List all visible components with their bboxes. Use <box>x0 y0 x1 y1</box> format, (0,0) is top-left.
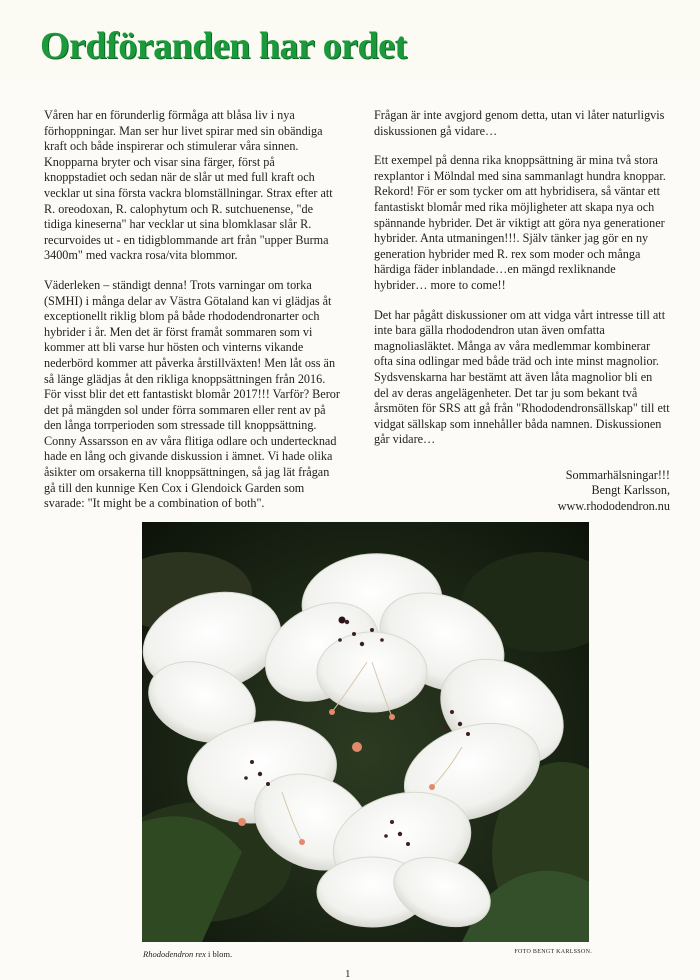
rhododendron-photo <box>142 522 589 942</box>
paragraph-2: Väderleken – ständigt denna! Trots varningar om torka (SMHI) i många delar av Västra Götaland kan vi glädjas åt exceptionellt riklig blom på både rhododendronarter och hybrider i år. Men det är först framåt sommaren som vi kommer att bli varse hur hösten och vinterns vikande nederbörd kommer att påverka årstillväxten! Men låt oss än så länge glädjas åt den rikliga knoppsättningen från 2016. För visst blir det ett fantastiskt blomår 2017!!! Varför? Beror det på mängden sol under förra sommaren eller rent av på den långa torrperioden som stressade till knoppsättning. Conny Assarsson en av våra flitiga odlare och undertecknad hade en lång och givande diskussion i ämnet. Vi hade olika åsikter om orsakerna till knoppsättningen, så jag lät frågan gå till den kunnige Ken Cox i Glendoick Garden som svarade: "It might be a combination of both". <box>44 277 340 511</box>
right-column <box>374 108 670 515</box>
photo-caption <box>143 949 232 959</box>
paragraph-3: Frågan är inte avgjord genom detta, utan vi låter naturligvis diskussionen gå vidare… <box>374 108 665 138</box>
signature-name: Bengt Karlsson, <box>591 483 670 498</box>
paragraph-4: Ett exempel på denna rika knoppsättning är mina två stora rexplantor i Mölndal med sina sammanlagt hundra knoppar. Rekord! För er som tycker om att hybridisera, så väntar ett fantastiskt blomår med rika möjligheter att skapa nya och spännande hybrider. Det är viktigt att göra nya generationer hybrider. Anta utmaningen!!!. Själv tänker jag gör en ny generation hybrider med R. rex som moder och många härdiga fäder inblandade…en mängd rexliknande hybrider… more to come!! <box>374 153 666 292</box>
paragraph-1: Våren har en förunderlig förmåga att blåsa liv i nya förhoppningar. Man ser hur livet spirar med sin obändiga kraft och både inspirerar och stimulerar våra sinnen. Knopparna bryter och visar sina färger, först på knoppstadiet och sedan när de slår ut med full kraft och vecklar ut sina första vackra blomställningar. Strax efter att R. oreodoxan, R. calophytum och R. sutchuenense, "de tidiga kineserna" har vecklar ut sina blomklasar slår R. recurvoides ut - en tidigblommande art från "upper Burma 3400m" med vackra rosa/vita blommor. <box>44 108 333 263</box>
flower-illustration <box>142 522 589 942</box>
page-title: Ordföranden har ordet <box>40 25 407 67</box>
caption-rest: i blom. <box>205 949 233 959</box>
caption-species: Rhododendron rex <box>143 949 206 959</box>
paragraph-5: Det har pågått diskussioner om att vidga vårt intresse till att inte bara gälla rhododendron utan även omfatta magnoliasläktet. Många av våra medlemmar kombinerar ofta sina odlingar med både träd och inte minst magnolior. Sydsvenskarna har bestämt att även låta magnolior bli en del av deras angelägenheter. Det tar ju som bekant två årsmöten för SRS att gå från "Rhododendronsällskap" till ett vidgat sällskap som innehåller båda namnen. Diskussionen går vidare… <box>374 307 670 447</box>
signature-greeting: Sommarhälsningar!!! <box>565 467 670 482</box>
page-number: 1 <box>345 968 351 980</box>
left-column <box>44 108 340 512</box>
photo-credit: FOTO BENGT KARLSSON. <box>514 949 592 955</box>
signature <box>374 468 670 515</box>
signature-website: www.rhododendron.nu <box>557 499 670 514</box>
